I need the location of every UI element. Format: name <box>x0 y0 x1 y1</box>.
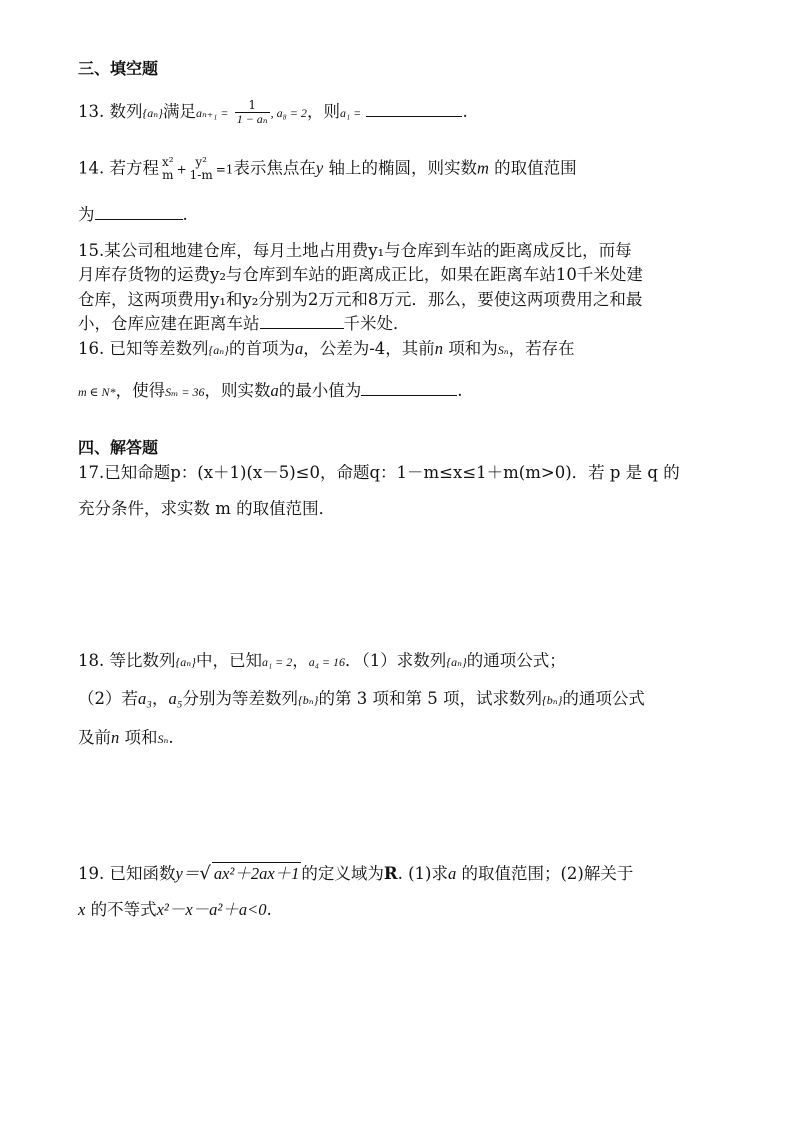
q19-text1: 的定义域为 <box>301 864 384 883</box>
q18-c2: a₄ = 16 <box>308 655 346 669</box>
q18-line2-lead: （2）若 <box>78 689 138 708</box>
section-heading-fill-in: 三、填空题 <box>78 59 159 78</box>
q14-answer-blank[interactable] <box>95 204 183 220</box>
q18-line2-seq: {bₙ} <box>298 693 319 707</box>
question-16 <box>78 338 575 361</box>
q19-line2-x: x <box>78 900 86 919</box>
q16-number: 16. <box>78 339 105 358</box>
q16-cond: m ∈ N* <box>78 385 116 399</box>
q13-answer-blank[interactable] <box>366 101 462 117</box>
q14-plus: + <box>176 162 187 177</box>
section-heading-answer: 四、解答题 <box>78 438 159 457</box>
q16-text2: ，公差为-4，其前 <box>303 339 435 358</box>
q14-var: m <box>477 158 489 178</box>
q16-text1: 的首项为 <box>228 339 295 358</box>
q13-ask: a₁ = <box>339 106 362 120</box>
question-17-line-2: 充分条件，求实数 m 的取值范围． <box>78 499 336 518</box>
question-14-line-2 <box>78 204 188 226</box>
q19-line2-text: 的不等式 <box>85 900 157 919</box>
question-17-line-1: 17.已知命题p：(x＋1)(x－5)≤0，命题q：1－m≤x≤1＋m(m>0)．若 p 是 q 的 <box>78 463 680 482</box>
q16-S: Sₙ <box>497 343 509 357</box>
q18-a3: a₃ <box>138 689 152 708</box>
q16-line2-text3: 的最小值为 <box>278 381 362 400</box>
q16-lead: 已知等差数列 <box>109 339 209 358</box>
question-18-line-3 <box>78 727 174 750</box>
q16-line2-text2: ，则实数 <box>204 381 271 400</box>
q19-radicand: ax²＋2ax＋1 <box>213 864 300 883</box>
question-15-line-1: 15.某公司租地建仓库，每月土地占用费y₁与仓库到车站的距离成反比，而每 <box>78 241 632 260</box>
question-18-line-2 <box>78 688 645 711</box>
question-19-line-2 <box>78 899 272 921</box>
q16-eq: Sₘ = 36 <box>165 385 205 399</box>
q18-line3-text: 项和 <box>119 728 158 747</box>
q18-text2: ．（1）求数列 <box>345 651 447 670</box>
q18-line2-text: 分别为等差数列 <box>182 689 298 708</box>
q18-text1: 中，已知 <box>195 651 262 670</box>
q18-seq2: {aₙ} <box>446 655 467 669</box>
question-16-line-2 <box>78 380 463 403</box>
question-18 <box>78 650 566 673</box>
q13-cond: 满足 <box>162 102 196 121</box>
q18-line3-n: n <box>111 728 120 747</box>
q13-seq: {aₙ} <box>142 106 163 120</box>
q18-line2-text2: 的第 3 项和第 5 项，试求数列 <box>318 689 542 708</box>
q18-end: . <box>168 728 174 747</box>
q14-end: . <box>182 205 188 224</box>
q13-then: ，则 <box>306 102 340 121</box>
q19-lead: 已知函数 <box>109 864 176 883</box>
q15-line4-tail: 千米处． <box>343 314 410 333</box>
q18-seq: {aₙ} <box>175 655 196 669</box>
question-14 <box>78 156 577 182</box>
q14-number: 14. <box>78 158 105 178</box>
q13-number: 13. <box>78 102 105 121</box>
q18-a5: a₅ <box>168 689 183 708</box>
q14-f2-num: y² <box>195 155 207 169</box>
q19-line2-ineq: x²－x－a²＋a<0 <box>156 900 267 919</box>
q14-f2-den: 1-m <box>189 168 213 182</box>
q19-a: a <box>448 864 457 883</box>
q16-text3: 项和为 <box>443 339 498 358</box>
q18-c1: a₁ = 2 <box>261 655 293 669</box>
q18-text3: 的通项公式； <box>466 651 566 670</box>
q18-line2-text3: 的通项公式 <box>562 689 645 708</box>
question-19 <box>78 862 633 885</box>
q16-seq: {aₙ} <box>208 343 229 357</box>
question-15-line-4 <box>78 313 410 335</box>
q18-sep: ， <box>292 651 309 670</box>
q14-f1-num: x² <box>162 155 174 169</box>
q16-end: . <box>457 381 463 400</box>
question-15-line-2: 月库存货物的运费y₂与仓库到车站的距离成正比，如果在距离车站10千米处建 <box>78 265 643 284</box>
q19-text3: 的取值范围；(2)解关于 <box>456 864 634 883</box>
q19-text2: . (1)求 <box>397 864 448 883</box>
q14-eq: =1 <box>215 162 234 177</box>
q13-tail: , a₈ = 2 <box>270 106 307 120</box>
q18-number: 18. <box>78 651 105 670</box>
q14-lead: 若方程 <box>109 158 159 178</box>
q13-lead: 数列 <box>109 102 143 121</box>
q13-frac-den: 1 − aₙ <box>236 112 268 126</box>
q19-number: 19. <box>78 864 105 883</box>
q16-n: n <box>434 339 444 358</box>
q15-answer-blank[interactable] <box>260 313 344 329</box>
q14-line2-lead: 为 <box>78 205 95 224</box>
question-15-line-3: 仓库，这两项费用y₁和y₂分别为2万元和8万元．那么，要使这两项费用之和最 <box>78 290 643 309</box>
q16-line2-a: a <box>270 381 279 400</box>
question-13 <box>78 99 468 126</box>
q18-line2-seq2: {bₙ} <box>541 693 563 707</box>
q19-end: . <box>266 900 272 919</box>
q16-answer-blank[interactable] <box>361 380 457 396</box>
q18-line3-lead: 及前 <box>78 728 111 747</box>
q14-fraction-1 <box>160 156 176 182</box>
sqrt-icon: √ <box>199 863 211 884</box>
q14-f1-den: m <box>162 168 174 182</box>
q16-line2-text: ，使得 <box>115 381 166 400</box>
q18-line3-S: Sₙ <box>157 732 169 746</box>
q15-line4-lead: 小，仓库应建在距离车站 <box>78 314 260 333</box>
q16-text4: ，若存在 <box>508 339 575 358</box>
q13-lhs: aₙ₊₁ = <box>195 106 229 120</box>
q13-fraction <box>235 99 270 126</box>
q16-a: a <box>294 339 304 358</box>
q14-fraction-2 <box>188 156 215 182</box>
q14-axis: y <box>315 158 324 178</box>
q19-y: y＝ <box>175 864 200 883</box>
q19-R: R <box>383 864 398 883</box>
q13-end: . <box>462 102 468 121</box>
q14-text2: 轴上的椭圆，则实数 <box>323 158 477 178</box>
q18-lead: 等比数列 <box>109 651 176 670</box>
q14-text3: 的取值范围 <box>488 158 577 178</box>
q18-line2-sep: ， <box>152 689 169 708</box>
q14-text: 表示焦点在 <box>233 158 316 178</box>
q13-frac-num: 1 <box>235 99 270 113</box>
